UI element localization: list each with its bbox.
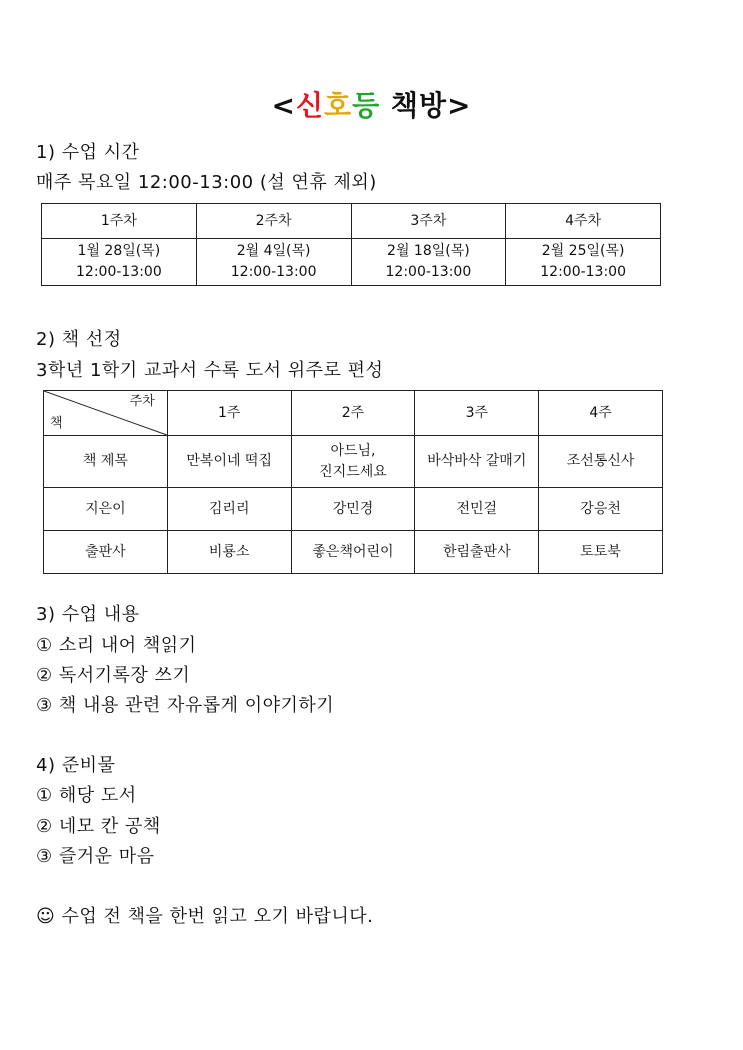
book-week-header: 3주 bbox=[415, 391, 539, 436]
book-author-cell: 강응천 bbox=[539, 488, 663, 531]
closing-note: ☺ 수업 전 책을 한번 읽고 오기 바랍니다. bbox=[36, 906, 374, 927]
book-week-header: 2주 bbox=[291, 391, 415, 436]
book-publisher-cell: 한림출판사 bbox=[415, 531, 539, 574]
schedule-week-header: 4주차 bbox=[506, 204, 661, 239]
schedule-week-header: 2주차 bbox=[196, 204, 351, 239]
section-1-subtitle: 매주 목요일 12:00-13:00 (설 연휴 제외) bbox=[36, 172, 377, 193]
book-title-line: 아드님, bbox=[330, 443, 376, 460]
schedule-cell bbox=[42, 239, 197, 286]
book-publisher-cell: 비룡소 bbox=[167, 531, 291, 574]
section-1-heading: 1) 수업 시간 bbox=[36, 142, 140, 163]
row-label-author: 지은이 bbox=[44, 488, 168, 531]
schedule-cell bbox=[196, 239, 351, 286]
schedule-cell bbox=[506, 239, 661, 286]
schedule-week-header: 1주차 bbox=[42, 204, 197, 239]
schedule-week-header: 3주차 bbox=[351, 204, 506, 239]
schedule-date: 1월 28일(목) bbox=[77, 243, 161, 259]
book-title-cell: 조선통신사 bbox=[539, 436, 663, 488]
schedule-time: 12:00-13:00 bbox=[76, 264, 162, 280]
section-2-heading: 2) 책 선정 bbox=[36, 329, 122, 350]
book-week-header: 4주 bbox=[539, 391, 663, 436]
book-title-line: 진지드세요 bbox=[319, 463, 387, 480]
section-3-heading: 3) 수업 내용 bbox=[36, 604, 140, 625]
schedule-time: 12:00-13:00 bbox=[385, 264, 472, 280]
book-table-corner bbox=[44, 391, 168, 436]
schedule-date: 2월 18일(목) bbox=[387, 243, 470, 259]
supply-item: ③ 즐거운 마음 bbox=[36, 846, 155, 867]
supply-item: ② 네모 칸 공책 bbox=[36, 816, 161, 837]
class-activity-item: ③ 책 내용 관련 자유롭게 이야기하기 bbox=[36, 695, 335, 716]
corner-book-label: 책 bbox=[50, 415, 63, 431]
book-publisher-cell: 토토북 bbox=[539, 531, 663, 574]
schedule-date: 2월 25일(목) bbox=[541, 243, 625, 259]
schedule-cell bbox=[351, 239, 506, 286]
corner-week-label: 주차 bbox=[129, 394, 155, 409]
book-title-line bbox=[292, 441, 415, 482]
schedule-table bbox=[41, 203, 661, 286]
section-4-heading: 4) 준비물 bbox=[36, 755, 116, 776]
title-rest: 책방 bbox=[380, 89, 448, 122]
section-2-subtitle: 3학년 1학기 교과서 수록 도서 위주로 편성 bbox=[36, 360, 384, 381]
class-activity-item: ① 소리 내어 책읽기 bbox=[36, 635, 197, 656]
book-title-cell bbox=[291, 436, 415, 488]
title-char-yellow: 호 bbox=[324, 89, 353, 122]
title-open-bracket: < bbox=[271, 89, 296, 122]
book-author-cell: 김리리 bbox=[167, 488, 291, 531]
book-publisher-cell: 좋은책어린이 bbox=[291, 531, 415, 574]
class-activity-item: ② 독서기록장 쓰기 bbox=[36, 665, 191, 686]
title-char-red: 신 bbox=[295, 89, 325, 122]
book-author-cell: 강민경 bbox=[291, 488, 415, 531]
book-title-cell: 만복이네 떡집 bbox=[167, 436, 291, 488]
title-close-bracket: > bbox=[447, 89, 472, 122]
book-author-cell: 전민걸 bbox=[415, 488, 539, 531]
schedule-date: 2월 4일(목) bbox=[236, 243, 311, 259]
supply-item: ① 해당 도서 bbox=[36, 785, 137, 806]
title-char-green: 등 bbox=[352, 89, 381, 122]
schedule-time: 12:00-13:00 bbox=[230, 264, 317, 280]
page-title bbox=[0, 84, 743, 124]
row-label-title: 책 제목 bbox=[44, 436, 168, 488]
row-label-publisher: 출판사 bbox=[44, 531, 168, 574]
book-week-header: 1주 bbox=[167, 391, 291, 436]
book-table bbox=[43, 390, 663, 574]
book-title-cell: 바삭바삭 갈매기 bbox=[415, 436, 539, 488]
schedule-time: 12:00-13:00 bbox=[540, 264, 626, 280]
